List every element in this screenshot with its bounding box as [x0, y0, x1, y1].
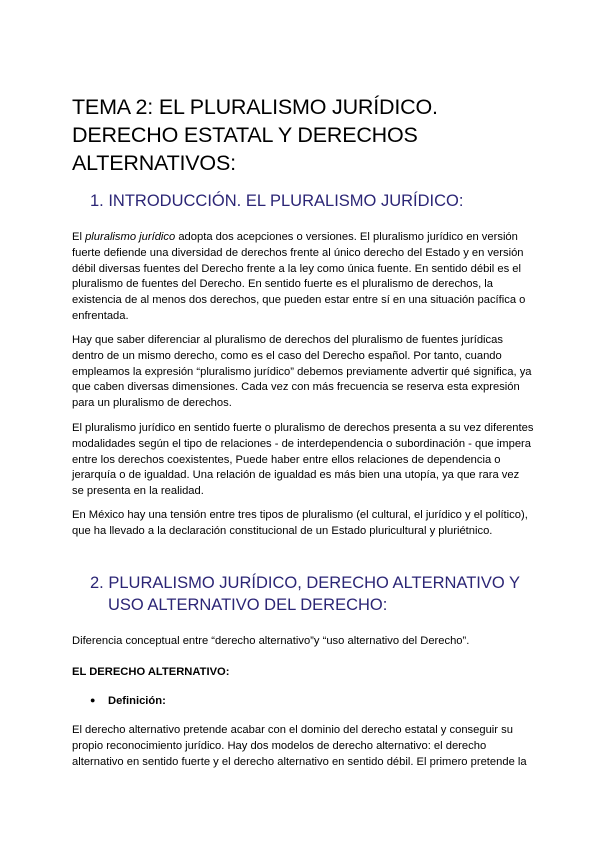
paragraph-pluralism-modalities: El pluralismo jurídico en sentido fuerte o pluralismo de derechos presenta a su vez diferentes modalidades según el tipo de relaciones - de interdependencia o subordinación - que impera entre los derechos coexistentes, Puede haber entre ellos relaciones de dependencia o jerarquía o de igualdad. Una relación de igualdad es más bien una utopía, ya que rara vez se presenta en la realidad.: [72, 422, 534, 498]
section-heading-introduction: 1. INTRODUCCIÓN. EL PLURALISMO JURÍDICO:: [90, 192, 464, 210]
paragraph-text: adopta dos acepciones o versiones. El pluralismo jurídico en versión fuerte defiende una diversidad de derechos frente al único derecho del Estado y en versión débil diversas fuentes del Derecho frente a la ley como única fuente. En sentido débil es el pluralismo de fuentes del Derecho. En sentido fuerte es el pluralismo de derechos, la existencia de al menos dos derechos, que pueden estar entre sí en una situación pacífica o enfrentada.: [72, 231, 526, 322]
paragraph-pluralism-definition: [72, 230, 534, 325]
bullet-label: Definición:: [108, 695, 166, 707]
subheading-alternative-law: EL DERECHO ALTERNATIVO:: [72, 666, 230, 678]
paragraph-pluralism-distinction: Hay que saber diferenciar al pluralismo de derechos del pluralismo de fuentes jurídicas dentro de un mismo derecho, como es el caso del Derecho español. Por tanto, cuando empleamos la expresión “pluralismo jurídico” debemos previamente advertir qué significa, ya que caben diversas dimensiones. Cada vez con más frecuencia se reserva esta expresión para un pluralismo de derechos.: [72, 334, 532, 410]
heading-line: 2. PLURALISMO JURÍDICO, DERECHO ALTERNATIVO Y: [90, 574, 521, 592]
section-heading-alternative-law: [90, 572, 550, 616]
paragraph-conceptual-difference: Diferencia conceptual entre “derecho alternativo”y “uso alternativo del Derecho”.: [72, 635, 470, 647]
paragraph-text: El: [72, 231, 86, 243]
bullet-dot-icon: ●: [90, 695, 96, 705]
heading-line: USO ALTERNATIVO DEL DERECHO:: [108, 596, 388, 614]
paragraph-alternative-law-definition: El derecho alternativo pretende acabar con el dominio del derecho estatal y conseguir su propio reconocimiento jurídico. Hay dos modelos de derecho alternativo: el derecho alternativo en sentido fuerte y el derecho alternativo en sentido débil. El primero pretende la: [72, 724, 527, 768]
bullet-item-definition: [90, 692, 166, 709]
document-title: TEMA 2: EL PLURALISMO JURÍDICO. DERECHO ESTATAL Y DERECHOS ALTERNATIVOS:: [72, 95, 438, 175]
emphasis-term: pluralismo jurídico: [85, 231, 176, 243]
paragraph-mexico: En México hay una tensión entre tres tipos de pluralismo (el cultural, el jurídico y el político), que ha llevado a la declaración constitucional de un Estado pluricultural y pluriétnico.: [72, 509, 528, 537]
